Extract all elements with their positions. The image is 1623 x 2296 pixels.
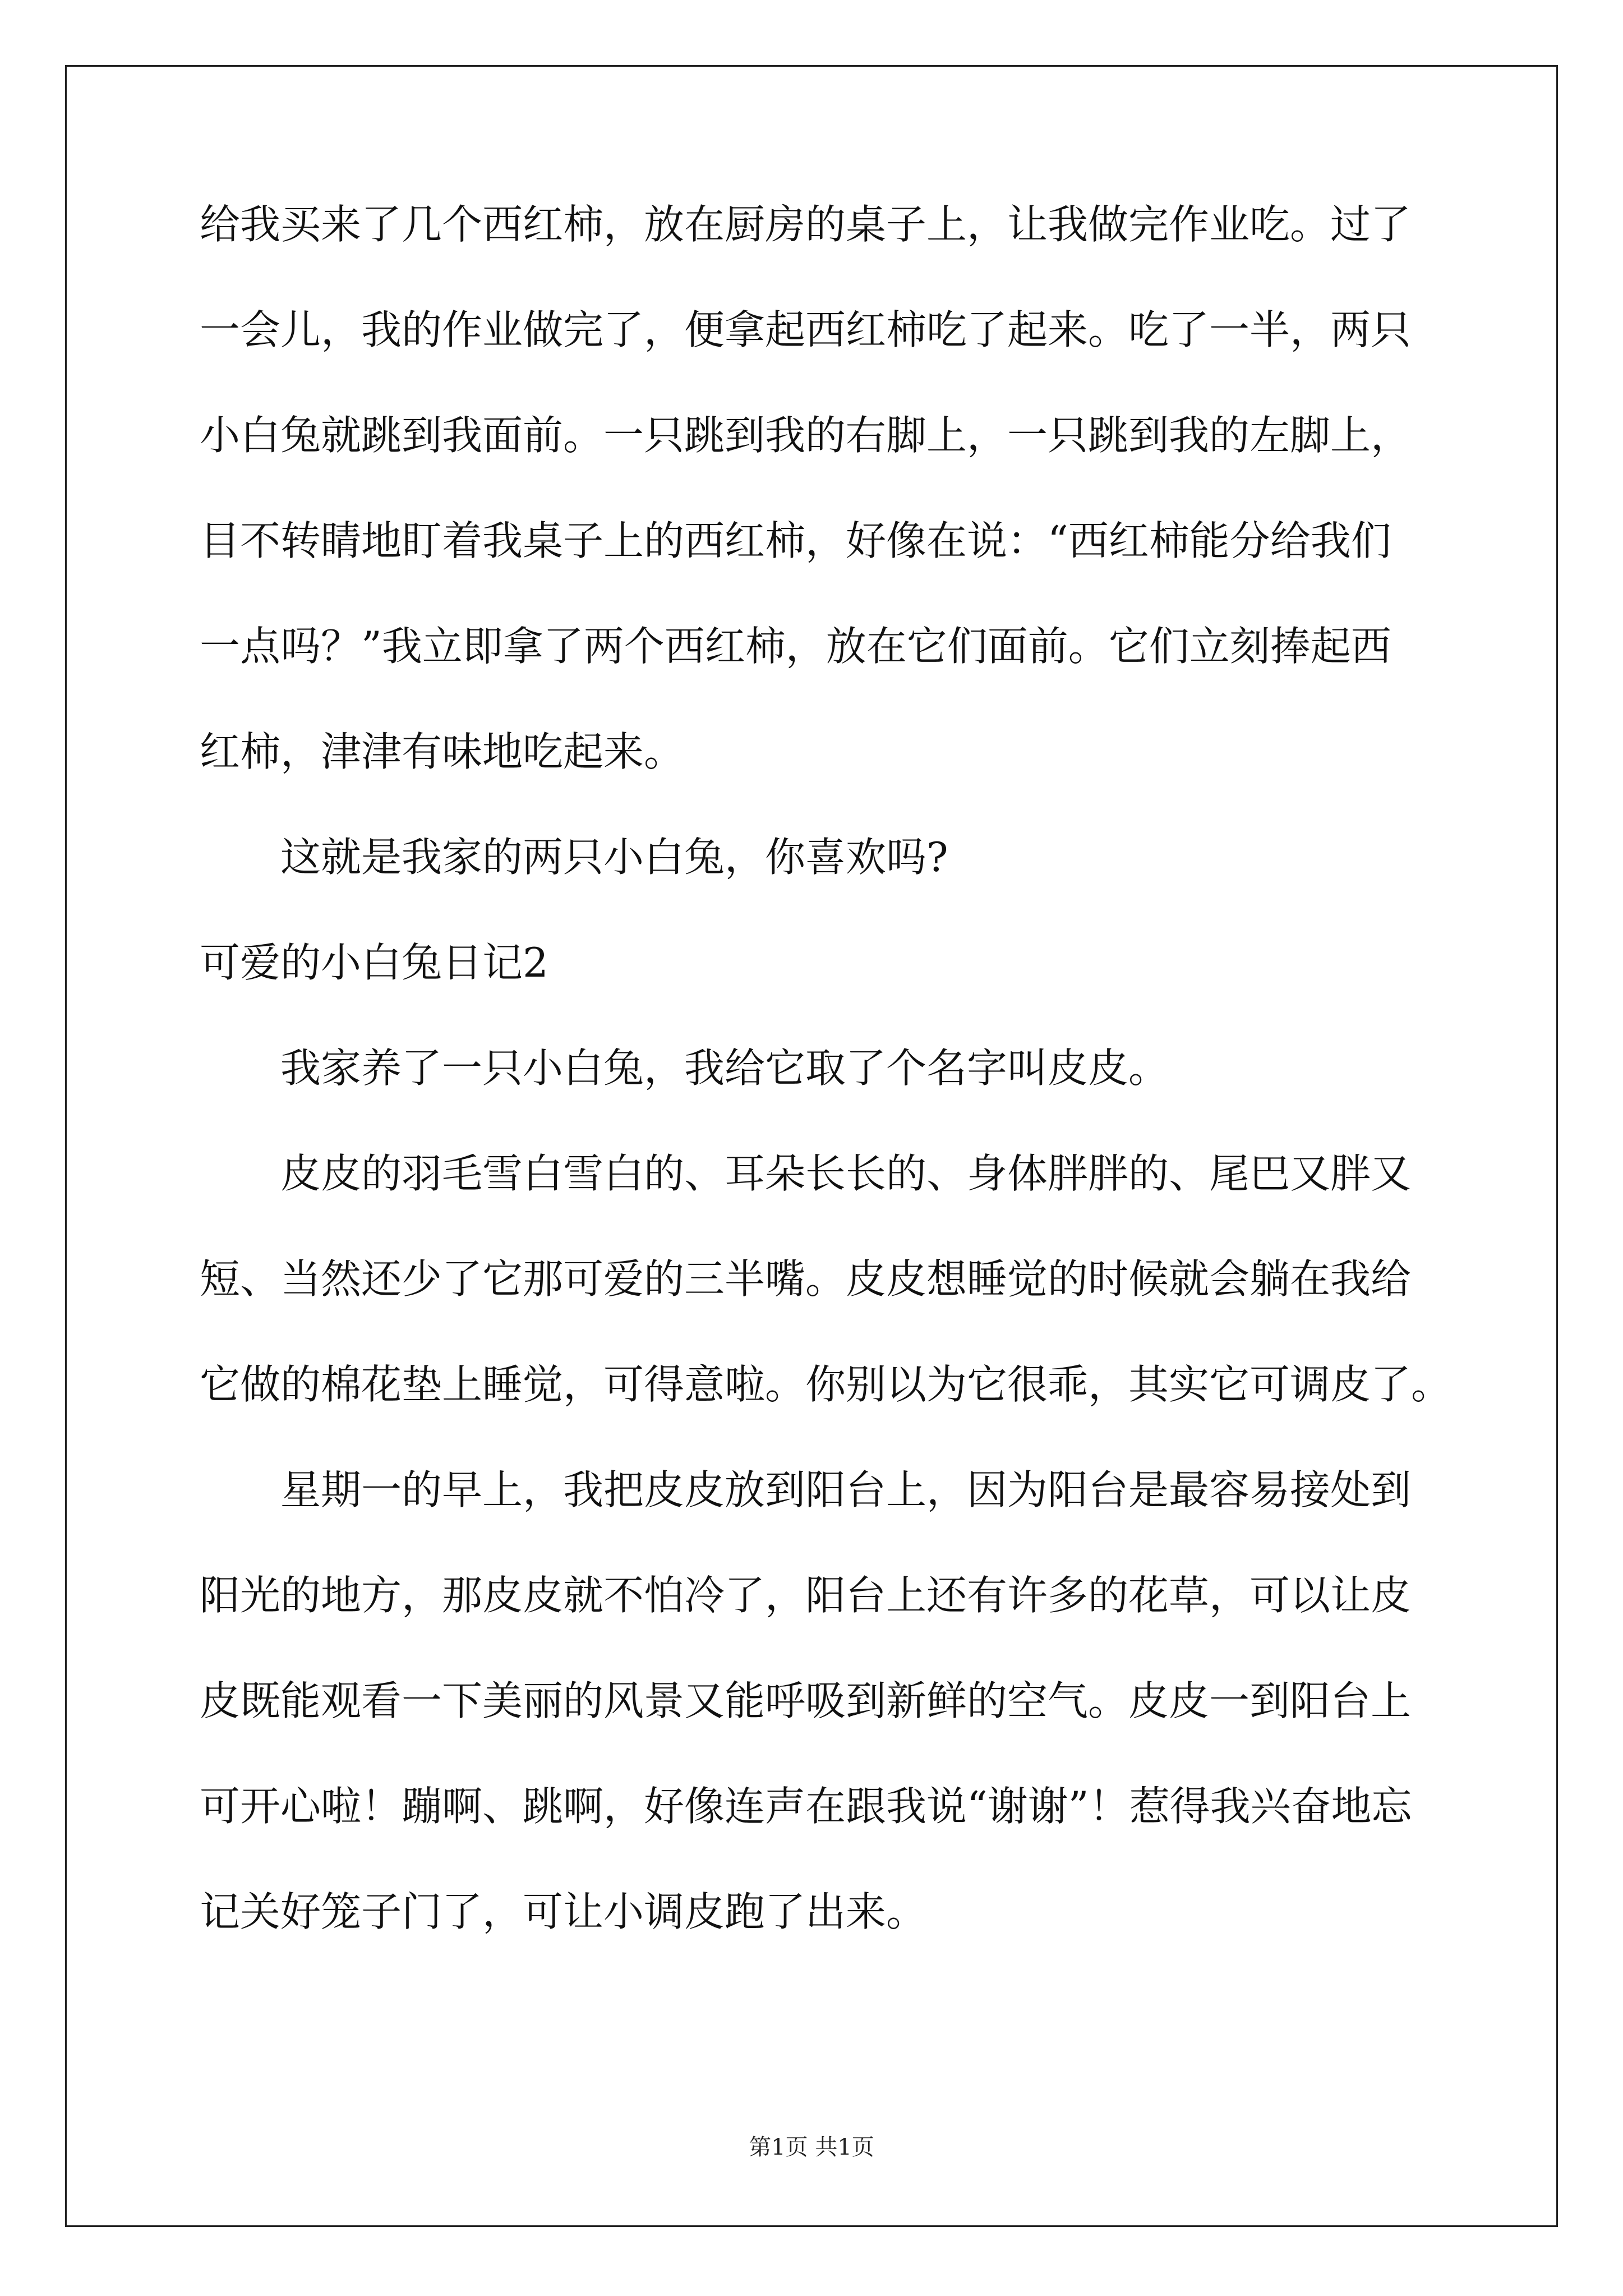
text-line: 红柿，津津有味地吃起来。 [200,728,685,775]
text-line: 给我买来了几个西红柿，放在厨房的桌子上，让我做完作业吃。过了 [200,201,1412,248]
text-line: 目不转睛地盯着我桌子上的西红柿，好像在说：“西红柿能分给我们 [200,517,1391,564]
text-line: 一会儿，我的作业做完了，便拿起西红柿吃了起来。吃了一半，两只 [200,306,1412,353]
text-line: 这就是我家的两只小白兔，你喜欢吗? [280,834,948,881]
text-line: 皮既能观看一下美丽的风景又能呼吸到新鲜的空气。皮皮一到阳台上 [200,1677,1412,1724]
page-footer: 第1页 共1页 [749,2134,874,2160]
text-line: 阳光的地方，那皮皮就不怕冷了，阳台上还有许多的花草，可以让皮 [200,1572,1412,1619]
text-line: 可开心啦！蹦啊、跳啊，好像连声在跟我说“谢谢”！惹得我兴奋地忘 [200,1783,1412,1830]
text-line: 它做的棉花垫上睡觉，可得意啦。你别以为它很乖，其实它可调皮了。 [200,1361,1452,1408]
text-line: 一点吗？”我立即拿了两个西红柿，放在它们面前。它们立刻捧起西 [200,623,1391,670]
text-line: 星期一的早上，我把皮皮放到阳台上，因为阳台是最容易接处到 [280,1466,1412,1513]
text-line: 我家养了一只小白兔，我给它取了个名字叫皮皮。 [280,1045,1169,1092]
text-line: 皮皮的羽毛雪白雪白的、耳朵长长的、身体胖胖的、尾巴又胖又 [280,1150,1412,1197]
text-line: 小白兔就跳到我面前。一只跳到我的右脚上，一只跳到我的左脚上， [200,412,1412,459]
section-heading: 可爱的小白兔日记2 [200,939,548,986]
text-line: 记关好笼子门了，可让小调皮跑了出来。 [200,1888,927,1935]
text-line: 短、当然还少了它那可爱的三半嘴。皮皮想睡觉的时候就会躺在我给 [200,1255,1412,1303]
